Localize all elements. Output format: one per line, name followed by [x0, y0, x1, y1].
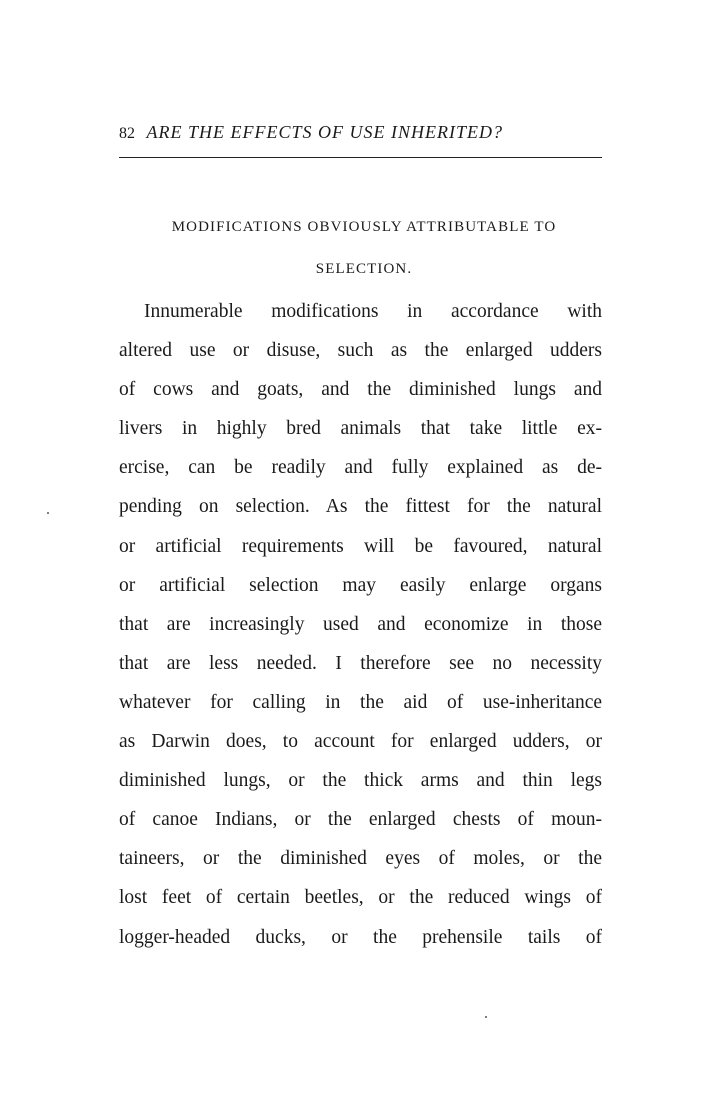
scan-speck — [47, 512, 49, 514]
text-line: whatever for calling in the aid of use-inheritance — [119, 691, 602, 713]
text-line: pending on selection. As the fittest for the natural — [119, 496, 602, 518]
section-heading-line: MODIFICATIONS OBVIOUSLY ATTRIBUTABLE TO — [171, 219, 557, 235]
text-line: altered use or disuse, such as the enlarged udders — [119, 340, 602, 362]
scan-speck — [485, 1016, 487, 1018]
text-line: or artificial requirements will be favoured, natural — [119, 535, 602, 557]
text-line: logger-headed ducks, or the prehensile tails of — [119, 926, 602, 948]
section-heading — [119, 206, 609, 290]
running-title: ARE THE EFFECTS OF USE INHERITED? — [146, 122, 503, 142]
text-line: that are less needed. I therefore see no necessity — [119, 652, 602, 674]
running-head — [119, 122, 604, 146]
text-line: that are increasingly used and economize in those — [119, 613, 602, 635]
text-line: livers in highly bred animals that take little ex- — [119, 418, 602, 440]
text-line: lost feet of certain beetles, or the reduced wings of — [119, 887, 602, 909]
header-rule — [119, 157, 602, 158]
text-line: of canoe Indians, or the enlarged chests of moun- — [119, 809, 602, 831]
text-line: as Darwin does, to account for enlarged udders, or — [119, 731, 602, 753]
text-line: Innumerable modifications in accordance with — [144, 301, 602, 322]
body-paragraph — [119, 292, 602, 957]
text-line: taineers, or the diminished eyes of moles, or the — [119, 848, 602, 870]
text-line: of cows and goats, and the diminished lungs and — [119, 379, 602, 401]
text-line: diminished lungs, or the thick arms and thin legs — [119, 770, 602, 792]
section-heading-line: SELECTION. — [315, 261, 413, 277]
text-line: ercise, can be readily and fully explained as de- — [119, 457, 602, 479]
text-line: or artificial selection may easily enlarge organs — [119, 574, 602, 596]
page-number: 82 — [119, 125, 135, 142]
